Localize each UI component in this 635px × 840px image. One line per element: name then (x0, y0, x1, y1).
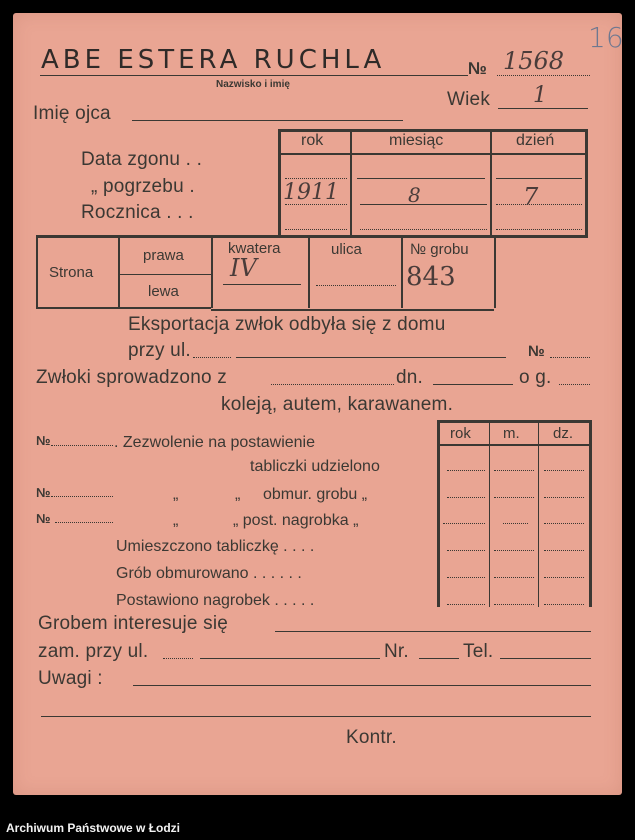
permit-date-field[interactable] (544, 577, 584, 578)
anniversary-month-field[interactable] (360, 229, 487, 230)
export-number-label: № (528, 343, 545, 360)
permits-table-left-border (437, 420, 440, 607)
age-value: 1 (533, 83, 547, 108)
plaque-placed-label: Umieszczono tabliczkę . . . . (116, 538, 315, 555)
left-side-option[interactable]: lewa (148, 283, 179, 300)
col-year: rok (301, 132, 324, 149)
burial-day-field[interactable] (496, 204, 582, 205)
control-label: Kontr. (346, 727, 397, 748)
interested-party-label: Grobem interesuje się (38, 613, 229, 634)
permit-date-field[interactable] (447, 550, 485, 551)
address-field[interactable] (200, 658, 380, 659)
burial-year-value: 1911 (283, 180, 339, 205)
location-col-divider (118, 238, 120, 308)
right-side-option[interactable]: prawa (143, 247, 184, 264)
permits-table-top-border (437, 420, 592, 423)
burial-year-field[interactable] (285, 204, 347, 205)
wall-permit-number-field[interactable] (51, 496, 113, 497)
anniversary-label: Rocznica . . . (81, 202, 194, 223)
hour-field[interactable] (559, 384, 590, 385)
dates-col-divider (490, 132, 492, 236)
quarter-value: IV (230, 254, 257, 282)
dates-header-rule (281, 153, 585, 155)
tombstone-permit-text: „ post. nagrobka „ (233, 512, 359, 529)
permits-col-year: rok (450, 425, 471, 442)
permit-number-prefix: № (36, 511, 51, 526)
age-label: Wiek (447, 89, 491, 110)
permit-number-prefix: № (36, 433, 51, 448)
interested-party-field[interactable] (275, 631, 591, 632)
house-number-label: Nr. (384, 641, 409, 662)
permit-date-field[interactable] (494, 604, 534, 605)
archive-credit: Archiwum Państwowe w Łodzi (6, 821, 181, 835)
export-street-label: przy ul. (128, 340, 191, 361)
tombstone-permit-number-field[interactable] (55, 522, 113, 523)
number-label: № (468, 59, 487, 78)
col-month: miesiąc (389, 132, 444, 149)
export-street-field-a[interactable] (193, 357, 231, 358)
dates-table-right-border (585, 129, 588, 237)
dates-col-divider (350, 132, 352, 236)
corner-pencil-number: 16 (588, 21, 624, 54)
export-line: Eksportacja zwłok odbyła się z domu (128, 314, 446, 335)
location-col-divider (36, 238, 38, 308)
permit-date-field[interactable] (544, 550, 584, 551)
day-field[interactable] (433, 384, 513, 385)
age-underline (498, 108, 588, 109)
burial-date-label: „ pogrzebu . (91, 176, 195, 197)
permits-col-day: dz. (553, 425, 574, 442)
father-name-field[interactable] (132, 120, 403, 121)
death-month-field[interactable] (357, 178, 485, 179)
death-year-field[interactable] (285, 178, 347, 179)
dates-table-left-border (278, 129, 281, 237)
permit-date-field[interactable] (494, 470, 534, 471)
phone-field[interactable] (500, 658, 591, 659)
permit-date-field[interactable] (447, 577, 485, 578)
burial-record-card (13, 13, 622, 795)
phone-label: Tel. (463, 641, 494, 662)
permit-date-field[interactable] (494, 497, 534, 498)
address-field-a[interactable] (163, 658, 193, 659)
permit-date-field[interactable] (443, 523, 485, 524)
permit-date-field[interactable] (447, 604, 485, 605)
surname-name-value: ABE ESTERA RUCHLA (41, 45, 386, 75)
burial-month-value: 8 (408, 183, 421, 207)
grave-walled-label: Grób obmurowano . . . . . . (116, 565, 302, 582)
location-col-divider (308, 238, 310, 308)
street-field[interactable] (316, 285, 396, 286)
plaque-permit-text: . Zezwolenie na postawienie (114, 434, 316, 451)
anniversary-year-field[interactable] (285, 229, 347, 230)
anniversary-day-field[interactable] (496, 229, 582, 230)
brought-from-label: Zwłoki sprowadzono z (36, 367, 227, 388)
burial-month-field[interactable] (360, 204, 487, 205)
death-day-field[interactable] (496, 178, 582, 179)
location-col-divider (401, 238, 403, 308)
permits-table-right-border (589, 420, 592, 607)
name-underline (40, 75, 468, 76)
death-date-label: Data zgonu . . (81, 149, 203, 170)
grave-number-label: № grobu (410, 241, 469, 258)
burial-day-value: 7 (523, 183, 539, 211)
street-label: ulica (331, 241, 362, 258)
father-name-label: Imię ojca (33, 103, 111, 124)
hour-label: o g. (519, 367, 552, 388)
house-number-field[interactable] (419, 658, 459, 659)
permit-date-field[interactable] (544, 497, 584, 498)
location-col-divider (211, 238, 213, 308)
permits-col-divider (538, 423, 539, 607)
grave-number-value: 843 (406, 262, 456, 292)
notes-label: Uwagi : (38, 668, 103, 689)
transport-means: koleją, autem, karawanem. (221, 394, 454, 415)
number-underline (497, 75, 590, 76)
export-street-field[interactable] (236, 357, 506, 358)
ditto-mark: „ (235, 486, 241, 503)
location-bottom-rule (36, 307, 211, 309)
permit-date-field[interactable] (544, 523, 584, 524)
address-label: zam. przy ul. (38, 641, 149, 662)
quarter-label: kwatera (228, 240, 281, 257)
location-col-divider (494, 238, 496, 308)
permit-number-prefix: № (36, 485, 51, 500)
ditto-mark: „ (173, 512, 179, 529)
permit-date-field[interactable] (494, 550, 534, 551)
day-label: dn. (396, 367, 424, 388)
brought-from-field[interactable] (271, 384, 394, 385)
permit-date-field[interactable] (447, 470, 485, 471)
notes-field[interactable] (133, 685, 591, 686)
permits-col-divider (489, 423, 490, 607)
permit-date-field[interactable] (494, 577, 534, 578)
permit-date-field[interactable] (447, 497, 485, 498)
location-bottom-rule (211, 309, 494, 311)
wall-permit-text: obmur. grobu „ (263, 486, 368, 503)
side-label: Strona (49, 264, 94, 281)
permits-header-rule (440, 444, 589, 446)
side-divider (119, 274, 211, 275)
permits-col-month: m. (503, 425, 520, 442)
permit-date-field[interactable] (544, 604, 584, 605)
tombstone-placed-label: Postawiono nagrobek . . . . . (116, 592, 315, 609)
quarter-field[interactable] (223, 284, 301, 285)
col-day: dzień (516, 132, 555, 149)
notes-field-2[interactable] (41, 716, 591, 717)
export-number-field[interactable] (550, 357, 590, 358)
plaque-permit-text-2: tabliczki udzielono (250, 458, 380, 475)
ditto-mark: „ (173, 486, 179, 503)
name-caption: Nazwisko i imię (216, 79, 290, 90)
permit-date-field[interactable] (544, 470, 584, 471)
permit-date-field[interactable] (503, 523, 528, 524)
record-number-value: 1568 (503, 47, 565, 75)
plaque-permit-number-field[interactable] (51, 445, 113, 446)
